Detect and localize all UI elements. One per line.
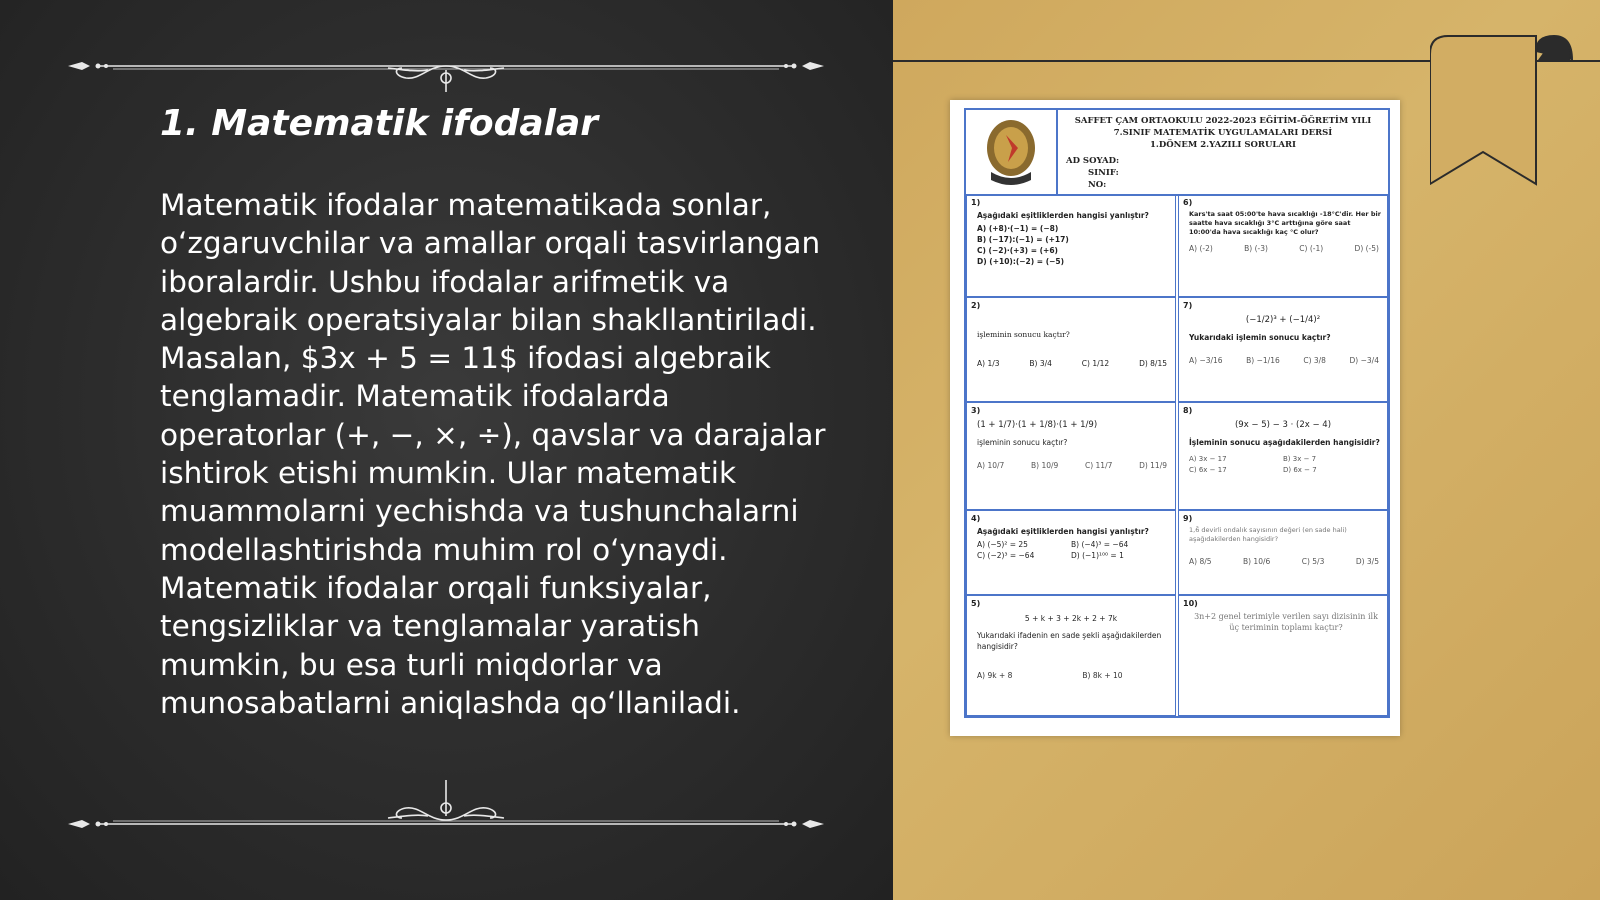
bookmark-ribbon-icon: [1430, 34, 1600, 204]
question-2: [966, 297, 1176, 402]
option-b: B) (−17):(−1) = (+17): [977, 235, 1069, 244]
question-10: [1178, 595, 1388, 716]
option-a: A) 10/7: [977, 461, 1005, 470]
worksheet-header: [966, 110, 1388, 196]
option-d: D) 6x − 7: [1283, 466, 1317, 474]
worksheet-frame: [964, 108, 1390, 718]
option-c: C) 11/7: [1084, 461, 1113, 470]
school-line-2: 7.SINIF MATEMATİK UYGULAMALARI DERSİ: [1113, 128, 1333, 138]
option-c: C) 1/12: [1081, 359, 1110, 368]
question-7: [1178, 297, 1388, 402]
option-d: D) (-5): [1354, 244, 1379, 253]
question-text: Yukarıdaki işlemin sonucu kaçtır?: [1189, 333, 1331, 342]
options-row: [971, 342, 1171, 369]
option-a: A) 8/5: [1189, 557, 1212, 566]
option-b: B) (-3): [1244, 244, 1268, 253]
option-a: A) 9k + 8: [977, 671, 1013, 680]
question-number: 5): [971, 599, 981, 608]
question-number: 1): [971, 198, 981, 207]
school-logo-icon: [966, 110, 1056, 194]
question-expression: (−1/2)³ + (−1/4)²: [1245, 315, 1321, 325]
question-text: Yukarıdaki ifadenin en sade şekli aşağıdakilerden hangisidir?: [977, 631, 1162, 651]
options-row: [971, 450, 1171, 471]
student-fields: [1066, 155, 1119, 191]
body-paragraph: Matematik ifodalar matematikada sonlar, oʻzgaruvchilar va amallar orqali tasvirlangan iboralardir. Ushbu ifodalar arifmetik va algebraik operatsiyalar bilan shakllantiriladi. Masalan, $3x + 5 = 11$ ifodasi algebraik tenglamadir. Matematik ifodalarda operatorlar (+, −, ×, ÷), qavslar va darajalar ishtirok etishi mumkin. Ular matematik muammolarni yechishda va tushunchalarni modellashtirishda muhim rol oʻynaydi. Matematik ifodalar orqali funksiyalar, tengsizliklar va tenglamalar yaratish mumkin, bu esa turli miqdorlar va munosabatlarni aniqlashda qoʻllaniladi.: [160, 188, 826, 720]
question-text: Aşağıdaki eşitliklerden hangisi yanlıştır?: [977, 527, 1149, 536]
question-text: İşleminin sonucu aşağıdakilerden hangisidir?: [1189, 438, 1380, 447]
question-text: işleminin sonucu kaçtır?: [977, 330, 1070, 339]
question-8: [1178, 402, 1388, 510]
option-c: C) 3/8: [1303, 356, 1326, 365]
question-number: 4): [971, 514, 981, 523]
field-class: SINIF:: [1088, 168, 1119, 178]
question-9: [1178, 510, 1388, 595]
option-d: D) 3/5: [1355, 557, 1379, 566]
option-a: A) −3/16: [1189, 356, 1223, 365]
options-grid: [1183, 450, 1383, 476]
question-number: 7): [1183, 301, 1193, 310]
school-heading: [1058, 115, 1388, 151]
option-c: C) 5/3: [1301, 557, 1325, 566]
option-b: B) 10/9: [1030, 461, 1059, 470]
question-text: Kars'ta saat 05:00'te hava sıcaklığı -18°C'dir. Her bir saatte hava sıcaklığı 3°C arttığına göre saat 10:00'da hava sıcaklığı kaç °C olur?: [1189, 210, 1381, 236]
option-d: D) 8/15: [1139, 359, 1167, 368]
option-c: C) (−2)³ = −64: [977, 551, 1035, 560]
question-expression: 5 + k + 3 + 2k + 2 + 7k: [1024, 614, 1118, 623]
question-text: işleminin sonucu kaçtır?: [977, 438, 1068, 447]
question-number: 10): [1183, 599, 1198, 608]
options-row: [1183, 345, 1383, 366]
option-a: A) (−5)² = 25: [977, 540, 1028, 549]
question-text: Aşağıdaki eşitliklerden hangisi yanlıştır?: [977, 211, 1149, 220]
option-b: B) (−4)³ = −64: [1071, 540, 1129, 549]
top-ornament-divider: [68, 42, 824, 92]
question-text: 1,6̄ devirli ondalık sayısının değeri (en sade hali) aşağıdakilerden hangisidir?: [1189, 526, 1347, 543]
option-d: D) 11/9: [1139, 461, 1167, 470]
question-number: 9): [1183, 514, 1193, 523]
option-c: C) 6x − 17: [1189, 466, 1227, 474]
exam-worksheet-image: [950, 100, 1400, 736]
question-3: [966, 402, 1176, 510]
options-row: [971, 654, 1171, 681]
school-line-3: 1.DÖNEM 2.YAZILI SORULARI: [1150, 140, 1296, 150]
option-d: D) −3/4: [1349, 356, 1379, 365]
option-c: C) (−2)·(+3) = (+6): [977, 246, 1058, 255]
option-a: A) (+8)·(−1) = (−8): [977, 224, 1059, 233]
question-4: [966, 510, 1176, 595]
option-a: A) 1/3: [977, 359, 1000, 368]
question-1: [966, 194, 1176, 297]
question-5: [966, 595, 1176, 716]
school-logo-box: [966, 110, 1058, 194]
option-b: B) −1/16: [1246, 356, 1280, 365]
question-number: 2): [971, 301, 981, 310]
bottom-ornament-divider: [68, 778, 824, 828]
option-c: C) (-1): [1299, 244, 1324, 253]
options-grid: [971, 539, 1171, 561]
school-line-1: SAFFET ÇAM ORTAOKULU 2022-2023 EĞİTİM-ÖĞRETİM YILI: [1074, 116, 1372, 126]
option-b: B) 8k + 10: [1082, 671, 1123, 680]
question-text: 3n+2 genel terimiyle verilen sayı dizisinin ilk üç teriminin toplamı kaçtır?: [1194, 612, 1378, 632]
question-number: 8): [1183, 406, 1193, 415]
option-a: A) 3x − 17: [1189, 455, 1227, 463]
question-expression: (1 + 1/7)·(1 + 1/8)·(1 + 1/9): [977, 420, 1098, 430]
option-b: B) 3/4: [1029, 359, 1052, 368]
option-b: B) 3x − 7: [1283, 455, 1317, 463]
question-number: 3): [971, 406, 981, 415]
question-6: [1178, 194, 1388, 297]
option-d: D) (−1)¹⁰⁰ = 1: [1071, 551, 1124, 560]
option-b: B) 10/6: [1242, 557, 1271, 566]
question-number: 6): [1183, 198, 1193, 207]
field-number: NO:: [1088, 180, 1107, 190]
options-row: [1183, 546, 1383, 567]
slide-title: 1. Matematik ifodalar: [160, 103, 599, 144]
options-row: [1183, 239, 1383, 254]
option-a: A) (-2): [1189, 244, 1213, 253]
field-name: AD SOYAD:: [1066, 156, 1120, 166]
question-expression: (9x − 5) − 3 · (2x − 4): [1234, 420, 1332, 430]
option-d: D) (+10):(−2) = (−5): [977, 257, 1065, 266]
